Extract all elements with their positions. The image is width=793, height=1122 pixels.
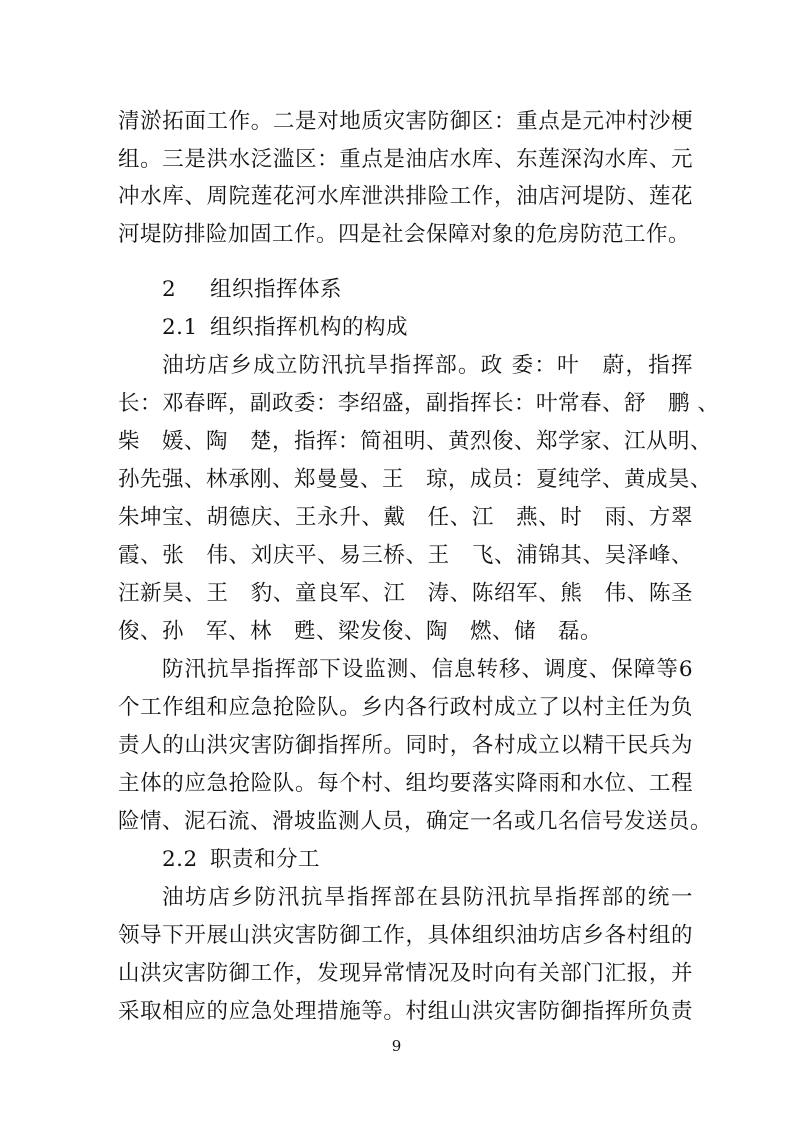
paragraph-line: 险情、泥石流、滑坡监测人员，确定一名或几名信号发送员。 [118,809,713,834]
paragraph-line: 汪新昊、王 豹、童良军、江 涛、陈绍军、熊 伟、陈圣 [118,581,693,606]
paragraph-line: 长：邓春晖，副政委：李绍盛，副指挥长：叶常春、舒 鹏 、 [118,391,720,416]
paragraph-line: 霞、张 伟、刘庆平、易三桥、王 飞、浦锦其、吴泽峰、 [118,543,693,568]
subsection-heading [162,313,408,343]
paragraph-line: 冲水库、周院莲花河水库泄洪排险工作，油店河堤防、莲花 [118,184,693,209]
subsection-number: 2.2 [162,847,198,872]
paragraph-line: 采取相应的应急处理措施等。村组山洪灾害防御指挥所负责 [118,999,693,1024]
subsection-heading [162,845,320,875]
paragraph-line: 领导下开展山洪灾害防御工作，具体组织油坊店乡各村组的 [118,923,693,948]
paragraph-line: 山洪灾害防御工作，发现异常情况及时向有关部门汇报，并 [118,961,693,986]
paragraph-line: 组。三是洪水泛滥区：重点是油店水库、东莲深沟水库、元 [118,147,693,172]
page-number: 9 [391,1037,402,1055]
paragraph-line: 油坊店乡成立防汛抗旱指挥部。政 委：叶 蔚，指挥 [162,353,693,378]
section-title: 组织指挥体系 [210,277,343,302]
paragraph-line: 油坊店乡防汛抗旱指挥部在县防汛抗旱指挥部的统一 [162,885,693,910]
paragraph-line: 俊、孙 军、林 甦、梁发俊、陶 燃、储 磊。 [118,619,603,644]
paragraph-line: 孙先强、林承刚、郑曼曼、王 琼，成员：夏纯学、黄成昊、 [118,467,713,492]
subsection-number: 2.1 [162,315,198,340]
paragraph-line: 防汛抗旱指挥部下设监测、信息转移、调度、保障等6 [162,657,693,682]
section-number: 2 [162,277,177,302]
paragraph-line: 个工作组和应急抢险队。乡内各行政村成立了以村主任为负 [118,695,693,720]
paragraph-line: 主体的应急抢险队。每个村、组均要落实降雨和水位、工程 [118,771,693,796]
paragraph-line: 责人的山洪灾害防御指挥所。同时，各村成立以精干民兵为 [118,733,693,758]
paragraph-line: 河堤防排险加固工作。四是社会保障对象的危房防范工作。 [118,222,691,247]
subsection-title: 组织指挥机构的构成 [210,315,409,340]
paragraph-line: 柴 媛、陶 楚，指挥：简祖明、黄烈俊、郑学家、江从明、 [118,429,713,454]
paragraph-line: 清淤拓面工作。二是对地质灾害防御区：重点是元冲村沙梗 [118,109,693,134]
subsection-title: 职责和分工 [210,847,321,872]
section-heading [162,275,342,305]
paragraph-line: 朱坤宝、胡德庆、王永升、戴 任、江 燕、时 雨、方翠 [118,505,693,530]
